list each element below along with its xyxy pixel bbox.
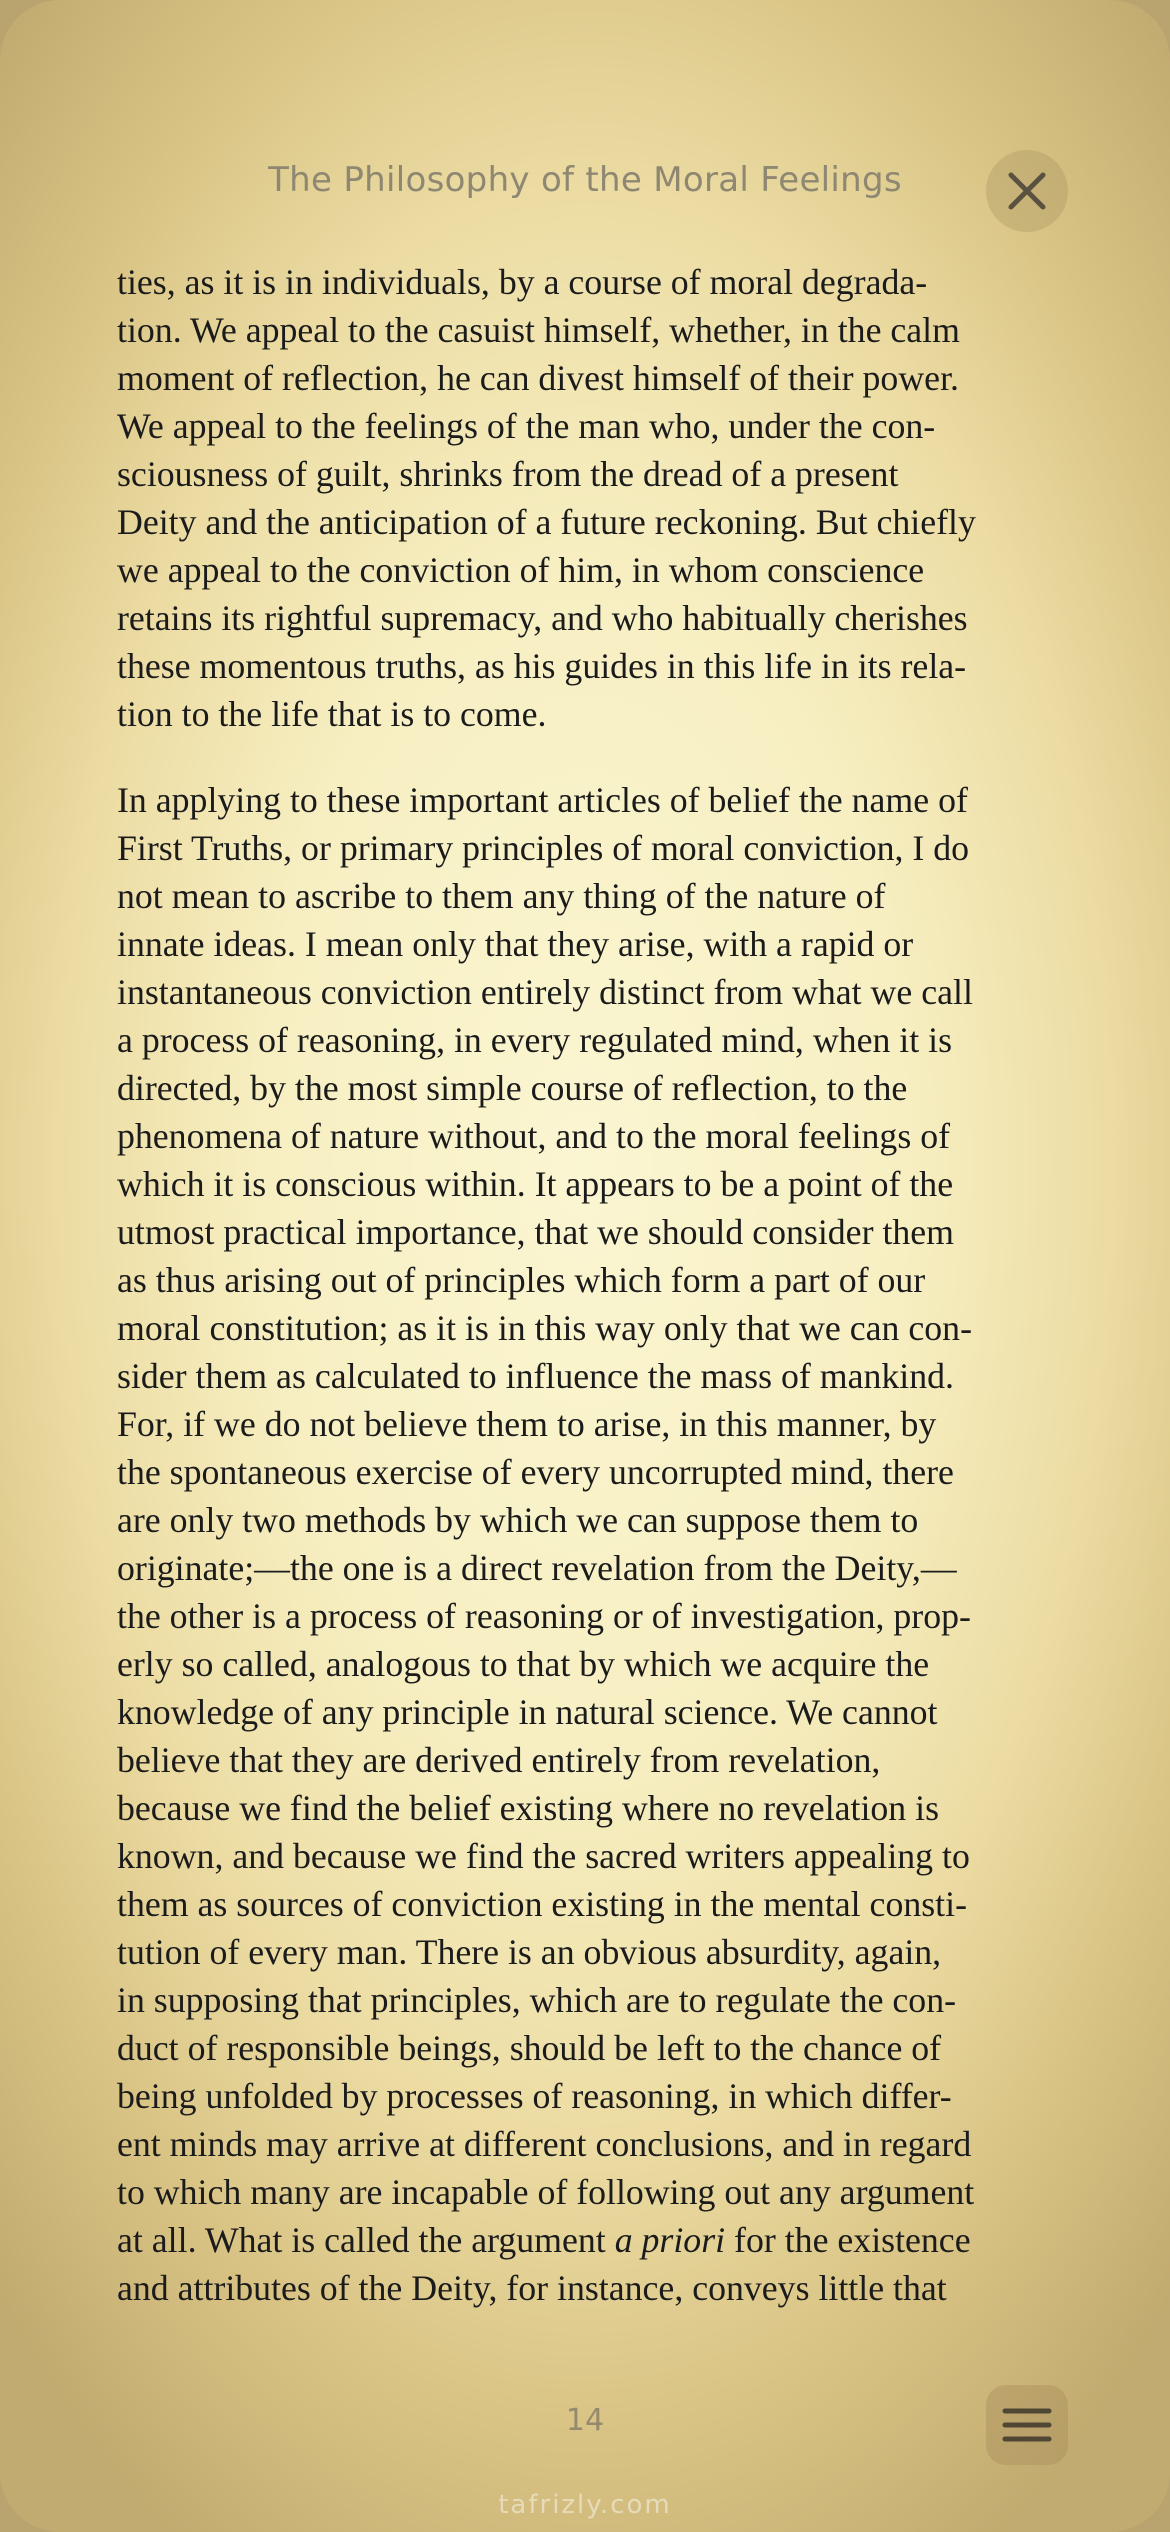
text-line: at all. What is called the argument a priori for the existence [117, 2220, 971, 2260]
text-line: which it is conscious within. It appears to be a point of the [117, 1164, 954, 1204]
text-line: ent minds may arrive at different conclusions, and in regard [117, 2124, 972, 2164]
text-line: phenomena of nature without, and to the moral feelings of [117, 1116, 951, 1156]
text-line: Deity and the anticipation of a future reckoning. But chiefly [117, 502, 976, 542]
menu-button[interactable] [986, 2385, 1068, 2465]
text-line: duct of responsible beings, should be left to the chance of [117, 2028, 942, 2068]
text-line: erly so called, analogous to that by which we acquire the [117, 1644, 930, 1684]
text-line: sciousness of guilt, shrinks from the dread of a present [117, 454, 899, 494]
book-title: The Philosophy of the Moral Feelings [268, 160, 902, 200]
text-line: tion to the life that is to come. [117, 694, 547, 734]
text-line: these momentous truths, as his guides in this life in its rela- [117, 646, 967, 686]
close-button[interactable] [986, 150, 1068, 232]
text-line: them as sources of conviction existing in the mental consti- [117, 1884, 967, 1924]
text-line: directed, by the most simple course of reflection, to the [117, 1068, 908, 1108]
book-text [117, 258, 1057, 2350]
text-line: tution of every man. There is an obvious absurdity, again, [117, 1932, 942, 1972]
text-line: retains its rightful supremacy, and who habitually cherishes [117, 598, 968, 638]
text-line: are only two methods by which we can suppose them to [117, 1500, 919, 1540]
text-line: innate ideas. I mean only that they arise, with a rapid or [117, 924, 914, 964]
text-line: tion. We appeal to the casuist himself, whether, in the calm [117, 310, 960, 350]
watermark: tafrizly.com [498, 2490, 672, 2520]
paragraph [117, 776, 1057, 2312]
text-line: knowledge of any principle in natural science. We cannot [117, 1692, 938, 1732]
reader-header [0, 150, 1170, 220]
text-line: In applying to these important articles of belief the name of [117, 780, 968, 820]
text-line: and attributes of the Deity, for instance, conveys little that [117, 2268, 947, 2308]
text-line: sider them as calculated to influence the mass of mankind. [117, 1356, 954, 1396]
text-line: in supposing that principles, which are to regulate the con- [117, 1980, 957, 2020]
text-line: as thus arising out of principles which form a part of our [117, 1260, 926, 1300]
paragraph [117, 258, 1057, 738]
text-line: known, and because we find the sacred writers appealing to [117, 1836, 970, 1876]
text-line: not mean to ascribe to them any thing of the nature of [117, 876, 886, 916]
text-line: moment of reflection, he can divest himself of their power. [117, 358, 959, 398]
text-line: utmost practical importance, that we should consider them [117, 1212, 955, 1252]
text-line: the other is a process of reasoning or of investigation, prop- [117, 1596, 971, 1636]
menu-lines-icon [1002, 2405, 1052, 2445]
text-line: believe that they are derived entirely from revelation, [117, 1740, 881, 1780]
reader-footer [0, 2385, 1170, 2465]
text-line: the spontaneous exercise of every uncorrupted mind, there [117, 1452, 954, 1492]
italic-phrase: a priori [614, 2220, 726, 2260]
text-line: We appeal to the feelings of the man who, under the con- [117, 406, 936, 446]
text-line: we appeal to the conviction of him, in whom conscience [117, 550, 925, 590]
text-line: First Truths, or primary principles of moral conviction, I do [117, 828, 970, 868]
page-number: 14 [565, 2403, 605, 2438]
close-icon [1007, 171, 1047, 211]
text-line: being unfolded by processes of reasoning, in which differ- [117, 2076, 952, 2116]
text-line: ties, as it is in individuals, by a course of moral degrada- [117, 262, 928, 302]
text-line: a process of reasoning, in every regulated mind, when it is [117, 1020, 953, 1060]
text-line: moral constitution; as it is in this way only that we can con- [117, 1308, 973, 1348]
text-line: originate;—the one is a direct revelation from the Deity,— [117, 1548, 957, 1588]
text-line: to which many are incapable of following out any argument [117, 2172, 975, 2212]
text-line: instantaneous conviction entirely distinct from what we call [117, 972, 973, 1012]
text-line: For, if we do not believe them to arise, in this manner, by [117, 1404, 937, 1444]
text-line: because we find the belief existing where no revelation is [117, 1788, 940, 1828]
